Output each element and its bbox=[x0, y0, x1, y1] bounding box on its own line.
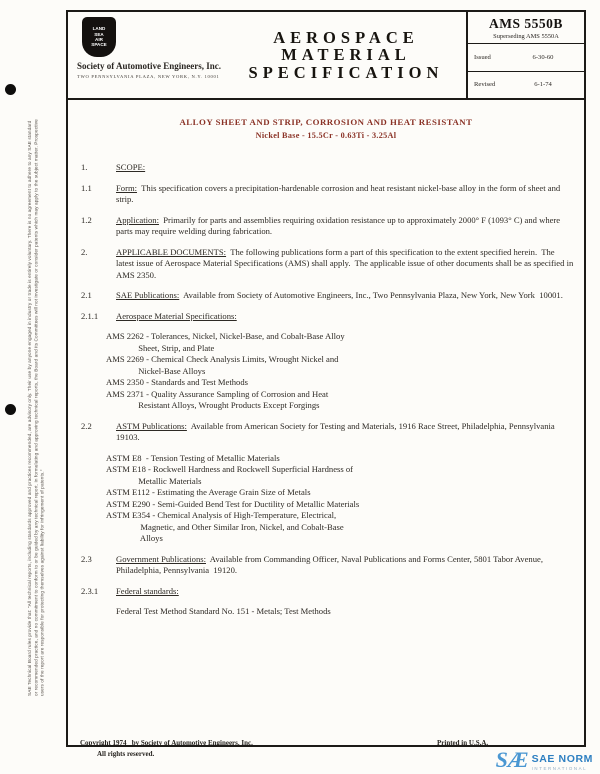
reference-line: ASTM E290 - Semi-Guided Bend Test for Ductility of Metallic Materials bbox=[106, 498, 360, 509]
section-heading: Government Publications: bbox=[116, 553, 206, 564]
reference-line: Sheet, Strip, and Plate bbox=[106, 342, 215, 353]
logo-word: SPACE bbox=[91, 42, 107, 48]
section-2-1 bbox=[81, 290, 574, 302]
section-heading: Application: bbox=[116, 214, 159, 225]
copyright-line: Copyright 1974 by Society of Automotive Engineers, Inc. bbox=[80, 739, 253, 747]
printed-line: Printed in U.S.A. bbox=[437, 739, 489, 747]
reference-line: AMS 2371 - Quality Assurance Sampling of Corrosion and Heat bbox=[106, 388, 329, 399]
document-body bbox=[68, 140, 584, 618]
doc-dates bbox=[468, 43, 584, 98]
rights-line: All rights reserved. bbox=[97, 750, 155, 758]
section-number: 2.1.1 bbox=[81, 310, 99, 321]
section-number: 2.3 bbox=[81, 553, 92, 564]
section-heading: APPLICABLE DOCUMENTS: bbox=[116, 246, 227, 257]
section-number: 2. bbox=[81, 246, 88, 257]
spec-title-line: MATERIAL bbox=[281, 45, 411, 65]
revised-label: Revised bbox=[474, 81, 496, 89]
spec-title-line: SPECIFICATION bbox=[248, 62, 444, 82]
reference-line: ASTM E18 - Rockwell Hardness and Rockwell Superficial Hardness of bbox=[106, 464, 354, 474]
section-number: 2.1 bbox=[81, 290, 92, 300]
issued-label: Issued bbox=[474, 53, 491, 61]
publisher-block bbox=[68, 12, 226, 98]
page-border bbox=[66, 10, 586, 747]
spec-title-block bbox=[226, 12, 466, 98]
sae-norm-name: SAE NORM bbox=[531, 753, 593, 765]
section-heading: Form: bbox=[116, 182, 138, 193]
revised-row bbox=[468, 71, 584, 99]
document-title-line1: ALLOY SHEET AND STRIP, CORROSION AND HEAT RESISTANT bbox=[179, 117, 473, 127]
document-title-line2: Nickel Base - 15.5Cr - 0.63Ti - 3.25Al bbox=[255, 131, 397, 140]
section-number: 2.2 bbox=[81, 420, 92, 431]
section-heading: Aerospace Material Specifications: bbox=[116, 310, 237, 321]
reference-line: Magnetic, and Other Similar Iron, Nickel, and Cobalt-Base bbox=[106, 521, 344, 532]
reference-line: Metallic Materials bbox=[106, 475, 202, 486]
revised-date: 6-1-74 bbox=[534, 81, 552, 89]
reference-line: ASTM E112 - Estimating the Average Grain Size of Metals bbox=[106, 487, 311, 497]
section-heading: Federal standards: bbox=[116, 585, 179, 596]
section-1-2 bbox=[81, 215, 574, 238]
logo-word: AIR bbox=[95, 37, 103, 42]
section-text: The following publications form a part of this specification to the extent specified herein. The latest issue of Aerospace Material Specifications (AMS) shall apply. The applicable issue of other documents shall be as specified in AMS 2350. bbox=[116, 246, 575, 280]
section-number: 1.2 bbox=[81, 214, 92, 225]
document-title bbox=[68, 117, 584, 140]
section-text: Available from Commanding Officer, Naval Publications and Forms Center, 5801 Tabor Avenue, Philadelphia, Pennsylvania 19120. bbox=[116, 553, 546, 575]
spec-title-line: AEROSPACE bbox=[273, 27, 419, 47]
reference-line: ASTM E8 - Tension Testing of Metallic Materials bbox=[106, 452, 280, 463]
document-header bbox=[68, 12, 584, 100]
section-number: 2.3.1 bbox=[81, 585, 99, 596]
section-text: Available from Society of Automotive Engineers, Inc., Two Pennsylvania Plaza, New York, New York 10001. bbox=[179, 290, 563, 300]
section-heading: ASTM Publications: bbox=[116, 420, 187, 431]
section-2-2 bbox=[81, 421, 574, 444]
section-1-1 bbox=[81, 183, 574, 206]
org-address: TWO PENNSYLVANIA PLAZA, NEW YORK, N.Y. 10001 bbox=[77, 74, 220, 79]
section-text: Available from American Society for Testing and Materials, 1916 Race Street, Philadelphia, Pennsylvania 19103. bbox=[116, 420, 560, 442]
side-disclaimer-text: SAE Technical Board rules provide that: "All technical reports, including standards approved and practices recommended, are advisory only. Their use by anyone engaged in industry or trade is entirely voluntary. There is no agreement to adhere to any SAE standard or recommended practice, and no commitment to conform to or be guided by any technical report. In formulating and approving technical reports, the Board and its Committees will not investigate or consider patents which may apply to the subject matter. Prospective users of the report are responsible for protecting themselves against liability for infringement of patents." bbox=[27, 119, 45, 696]
doc-number-box bbox=[466, 12, 584, 98]
section-2-1-1 bbox=[81, 311, 574, 323]
sae-norm-subtext: INTERNATIONAL bbox=[531, 766, 588, 771]
section-number: 1. bbox=[81, 162, 88, 172]
doc-number: AMS 5550B bbox=[489, 16, 563, 31]
issued-row bbox=[468, 44, 584, 71]
section-1 bbox=[81, 162, 574, 174]
section-number: 1.1 bbox=[81, 182, 92, 193]
ams-reference-list bbox=[106, 331, 574, 412]
federal-standard-line: Federal Test Method Standard No. 151 - Metals; Test Methods bbox=[116, 606, 331, 616]
org-name: Society of Automotive Engineers, Inc. bbox=[77, 61, 221, 71]
section-2 bbox=[81, 247, 574, 282]
logo-word: LAND bbox=[92, 26, 106, 32]
superseding-note: Superseding AMS 5550A bbox=[493, 33, 559, 40]
issued-date: 6-30-60 bbox=[532, 53, 554, 61]
registration-mark bbox=[5, 404, 16, 415]
section-heading: SCOPE: bbox=[116, 162, 146, 172]
reference-line: Nickel-Base Alloys bbox=[106, 365, 206, 376]
section-text: This specification covers a precipitation-hardenable corrosion and heat resistant nickel-base alloy in the form of sheet and strip. bbox=[116, 182, 563, 204]
section-2-3-1 bbox=[81, 586, 574, 598]
reference-line: AMS 2269 - Chemical Check Analysis Limits, Wrought Nickel and bbox=[106, 354, 339, 364]
sae-norm-logo-glyph: SÆ bbox=[495, 747, 529, 772]
reference-line: Alloys bbox=[106, 533, 163, 543]
reference-line: AMS 2350 - Standards and Test Methods bbox=[106, 377, 248, 387]
reference-line: Resistant Alloys, Wrought Products Except Forgings bbox=[106, 400, 320, 410]
section-heading: SAE Publications: bbox=[116, 290, 180, 300]
reference-line: AMS 2262 - Tolerances, Nickel, Nickel-Base, and Cobalt-Base Alloy bbox=[106, 331, 345, 341]
reference-line: ASTM E354 - Chemical Analysis of High-Temperature, Electrical, bbox=[106, 510, 337, 520]
section-2-3 bbox=[81, 554, 574, 577]
registration-mark bbox=[5, 84, 16, 95]
sae-norm-watermark bbox=[495, 747, 593, 772]
logo-word: SEA bbox=[94, 31, 104, 37]
sae-shield-logo bbox=[82, 17, 116, 57]
section-text: Primarily for parts and assemblies requiring oxidation resistance up to approximately 2000° F (1093° C) and where parts may require welding during fabrication. bbox=[116, 214, 563, 236]
astm-reference-list bbox=[106, 453, 574, 545]
